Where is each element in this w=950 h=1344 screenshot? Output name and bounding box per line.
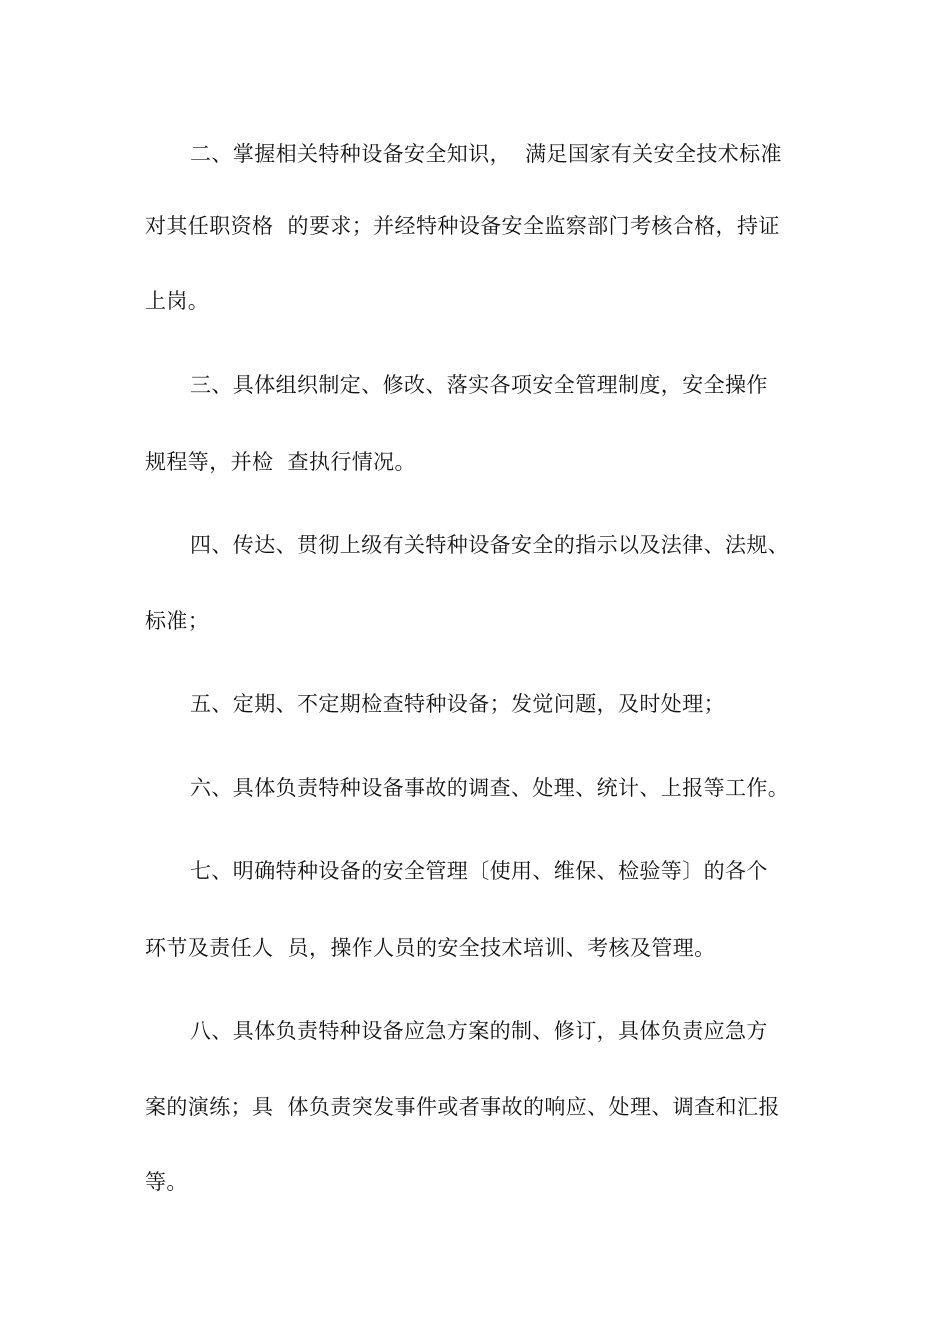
item-3-line-2: 规程等，并检 查执行情况。 [145,450,416,474]
item-4-line-2: 标准； [145,609,210,633]
item-8-line-2: 案的演练；具 体负责突发事件或者事故的响应、处理、调查和汇报 [145,1095,780,1119]
item-2-line-1: 二、掌握相关特种设备安全知识， 满足国家有关安全技术标准 [190,142,782,166]
item-6-line-1: 六、具体负责特种设备事故的调查、处理、统计、上报等工作。 [190,776,790,800]
item-8-line-3: 等。 [145,1170,188,1194]
item-8-line-1: 八、具体负责特种设备应急方案的制、修订，具体负责应急方 [190,1019,768,1043]
item-2-line-2: 对其任职资格 的要求；并经特种设备安全监察部门考核合格，持证 [145,214,780,238]
item-7-line-1: 七、明确特种设备的安全管理〔使用、维保、检验等〕的各个 [190,859,768,883]
item-5-line-1: 五、定期、不定期检查特种设备；发觉问题，及时处理； [190,692,725,716]
item-3-line-1: 三、具体组织制定、修改、落实各项安全管理制度，安全操作 [190,373,768,397]
item-2-line-3: 上岗。 [145,289,210,313]
item-7-line-2: 环节及责任人 员，操作人员的安全技术培训、考核及管理。 [145,936,716,960]
item-4-line-1: 四、传达、贯彻上级有关特种设备安全的指示以及法律、法规、 [190,533,790,557]
